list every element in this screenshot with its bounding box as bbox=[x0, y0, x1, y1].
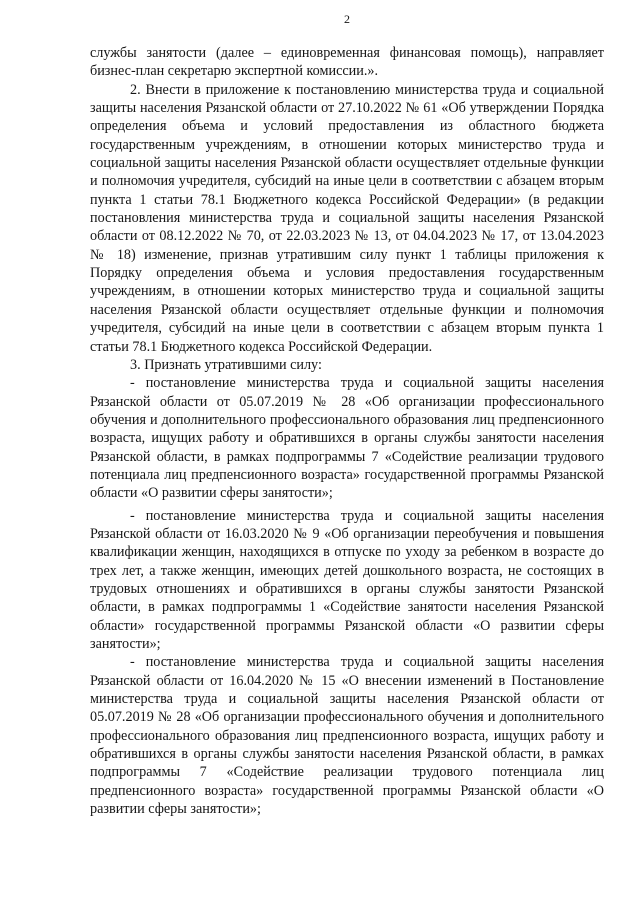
page-number: 2 bbox=[344, 12, 350, 26]
list-item-repeal-15: - постановление министерства труда и социальной защиты населения Рязанской области от 16.04.2020 № 15 «О внесении изменений в Постановление министерства труда и социальной защиты населения Рязанской области от 05.07.2019 № 28 «Об организации профессионального обучения и дополнительного профессионального образования лиц предпенсионного возраста, ищущих работу и обратившихся в органы службы занятости населения Рязанской области, в рамках подпрограммы 7 «Содействие реализации трудового потенциала лиц предпенсионного возраста» государственной программы Рязанской области «О развитии сферы занятости»; bbox=[90, 654, 604, 818]
paragraph-item-3-heading: 3. Признать утратившими силу: bbox=[130, 356, 322, 373]
paragraph-item-2: 2. Внести в приложение к постановлению министерства труда и социальной защиты населения Рязанской области от 27.10.2022 № 61 «Об утверждении Порядка определения объема и условий предоставления из областного бюджета государственным учреждениям, в отношении которых министерство труда и социальной защиты населения Рязанской области осуществляет отдельные функции и полномочия учредителя, субсидий на иные цели в соответствии с абзацем вторым пункта 1 статьи 78.1 Бюджетного кодекса Российской Федерации» (в редакции постановления министерства труда и социальной защиты населения Рязанской области от 08.12.2022 № 70, от 22.03.2023 № 13, от 04.04.2023 № 17, от 13.04.2023 № 18) изменение, признав утратившим силу пункт 1 таблицы приложения к Порядку определения объема и условия предоставления государственным учреждениям, в отношении которых министерство труда и социальной защиты населения Рязанской области осуществляет отдельные функции и полномочия учредителя, субсидий на иные цели в соответствии с абзацем вторым пункта 1 статьи 78.1 Бюджетного кодекса Российской Федерации. bbox=[90, 81, 604, 355]
paragraph-continuation: службы занятости (далее – единовременная финансовая помощь), направляет бизнес-план секретарю экспертной комиссии.». bbox=[90, 45, 604, 80]
list-item-repeal-9: - постановление министерства труда и социальной защиты населения Рязанской области от 16.03.2020 № 9 «Об организации переобучения и повышения квалификации женщин, находящихся в отпуске по уходу за ребенком в возрасте до трех лет, а также женщин, имеющих детей дошкольного возраста, не состоящих в трудовых отношениях и обратившихся в органы службы занятости Рязанской области, в рамках подпрограммы 1 «Содействие занятости населения Рязанской области» государственной программы Рязанской области «О развитии сферы занятости»; bbox=[90, 507, 604, 652]
list-item-repeal-28: - постановление министерства труда и социальной защиты населения Рязанской области от 05.07.2019 № 28 «Об организации профессионального обучения и дополнительного профессионального образования лиц предпенсионного возраста, ищущих работу и обратившихся в органы службы занятости населения Рязанской области, в рамках подпрограммы 7 «Содействие реализации трудового потенциала лиц предпенсионного возраста» государственной программы Рязанской области «О развитии сферы занятости»; bbox=[90, 375, 604, 502]
